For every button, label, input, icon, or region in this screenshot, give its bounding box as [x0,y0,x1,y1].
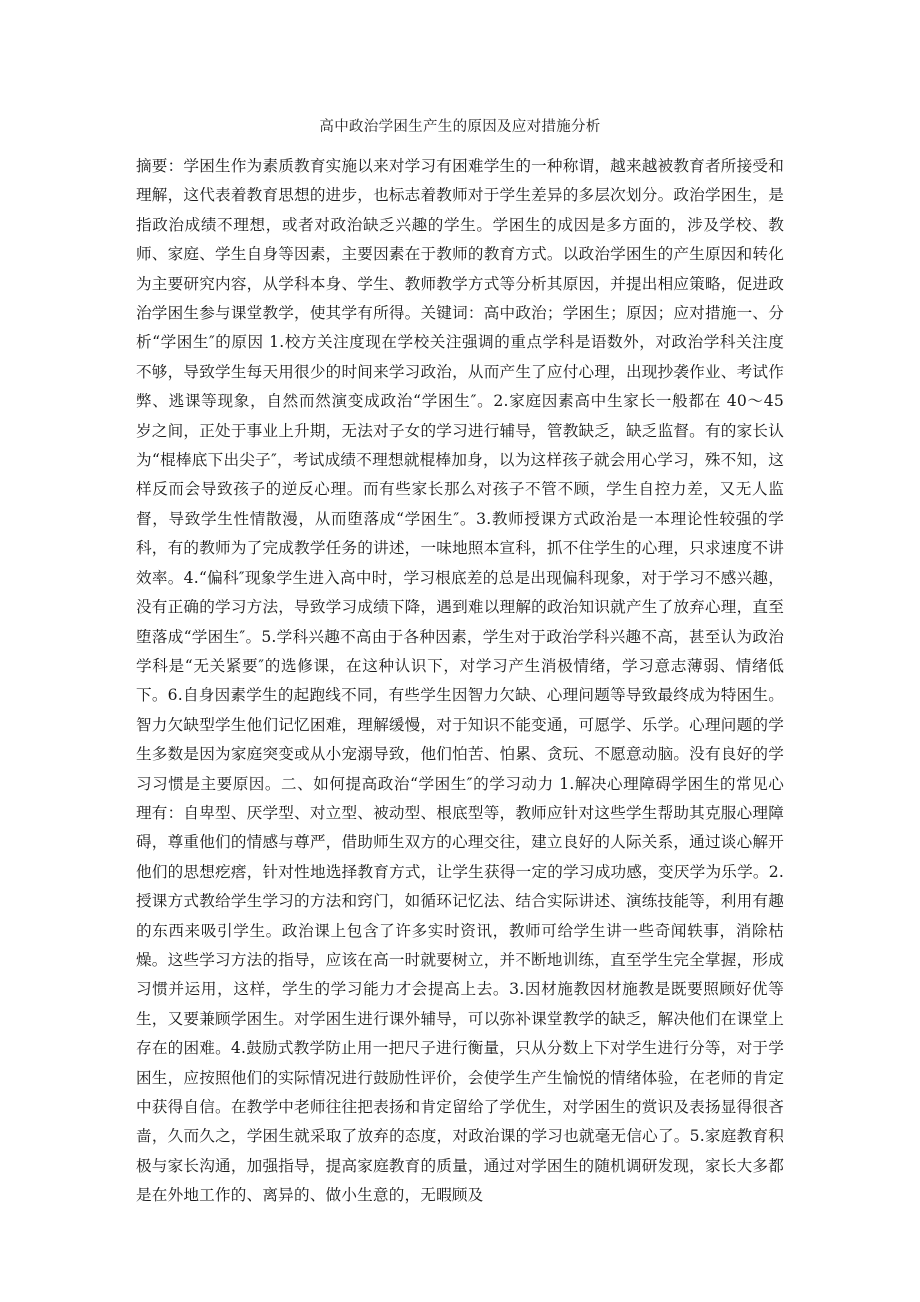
document-body: 摘要：学困生作为素质教育实施以来对学习有困难学生的一种称谓，越来越被教育者所接受和理解，这代表着教育思想的进步，也标志着教师对于学生差异的多层次划分。政治学困生，是指政治成绩不理想，或者对政治缺乏兴趣的学生。学困生的成因是多方面的，涉及学校、教师、家庭、学生自身等因素，主要因素在于教师的教育方式。以政治学困生的产生原因和转化为主要研究内容，从学科本身、学生、教师教学方式等分析其原因，并提出相应策略，促进政治学困生参与课堂教学，使其学有所得。关键词：高中政治；学困生；原因；应对措施一、分析“学困生″的原因 1.校方关注度现在学校关注强调的重点学科是语数外，对政治学科关注度不够，导致学生每天用很少的时间来学习政治，从而产生了应付心理，出现抄袭作业、考试作弊、逃课等现象，自然而然演变成政治“学困生″。2.家庭因素高中生家长一般都在 40～45 岁之间，正处于事业上升期，无法对子女的学习进行辅导，管教缺乏，缺乏监督。有的家长认为“棍棒底下出尖子″，考试成绩不理想就棍棒加身，以为这样孩子就会用心学习，殊不知，这样反而会导致孩子的逆反心理。而有些家长那么对孩子不管不顾，学生自控力差，又无人监督，导致学生性情散漫，从而堕落成“学困生″。3.教师授课方式政治是一本理论性较强的学科，有的教师为了完成教学任务的讲述，一味地照本宣科，抓不住学生的心理，只求速度不讲效率。4.“偏科″现象学生进入高中时，学习根底差的总是出现偏科现象，对于学习不感兴趣，没有正确的学习方法，导致学习成绩下降，遇到难以理解的政治知识就产生了放弃心理，直至堕落成“学困生″。5.学科兴趣不高由于各种因素，学生对于政治学科兴趣不高，甚至认为政治学科是“无关紧要″的选修课，在这种认识下，对学习产生消极情绪，学习意志薄弱、情绪低下。6.自身因素学生的起跑线不同，有些学生因智力欠缺、心理问题等导致最终成为特困生。智力欠缺型学生他们记忆困难，理解缓慢，对于知识不能变通，可愿学、乐学。心理问题的学生多数是因为家庭突变或从小宠溺导致，他们怕苦、怕累、贪玩、不愿意动脑。没有良好的学习习惯是主要原因。二、如何提高政治“学困生″的学习动力 1.解决心理障碍学困生的常见心理有：自卑型、厌学型、对立型、被动型、根底型等，教师应针对这些学生帮助其克服心理障碍，尊重他们的情感与尊严，借助师生双方的心理交往，建立良好的人际关系，通过谈心解开他们的思想疙瘩，针对性地选择教育方式，让学生获得一定的学习成功感，变厌学为乐学。2.授课方式教给学生学习的方法和窍门，如循环记忆法、结合实际讲述、演练技能等，利用有趣的东西来吸引学生。政治课上包含了许多实时资讯，教师可给学生讲一些奇闻轶事，消除枯燥。这些学习方法的指导，应该在高一时就要树立，并不断地训练，直至学生完全掌握，形成习惯并运用，这样，学生的学习能力才会提高上去。3.因材施教因材施教是既要照顾好优等生，又要兼顾学困生。对学困生进行课外辅导，可以弥补课堂教学的缺乏，解决他们在课堂上存在的困难。4.鼓励式教学防止用一把尺子进行衡量，只从分数上下对学生进行分等，对于学困生，应按照他们的实际情况进行鼓励性评价，会使学生产生愉悦的情绪体验，在老师的肯定中获得自信。在教学中老师往往把表扬和肯定留给了学优生，对学困生的赏识及表扬显得很吝啬，久而久之，学困生就采取了放弃的态度，对政治课的学习也就毫无信心了。5.家庭教育积极与家长沟通，加强指导，提高家庭教育的质量，通过对学困生的随机调研发现，家长大多都是在外地工作的、离异的、做小生意的，无暇顾及 [136,157,784,1205]
document-title: 高中政治学困生产生的原因及应对措施分析 [319,119,601,135]
